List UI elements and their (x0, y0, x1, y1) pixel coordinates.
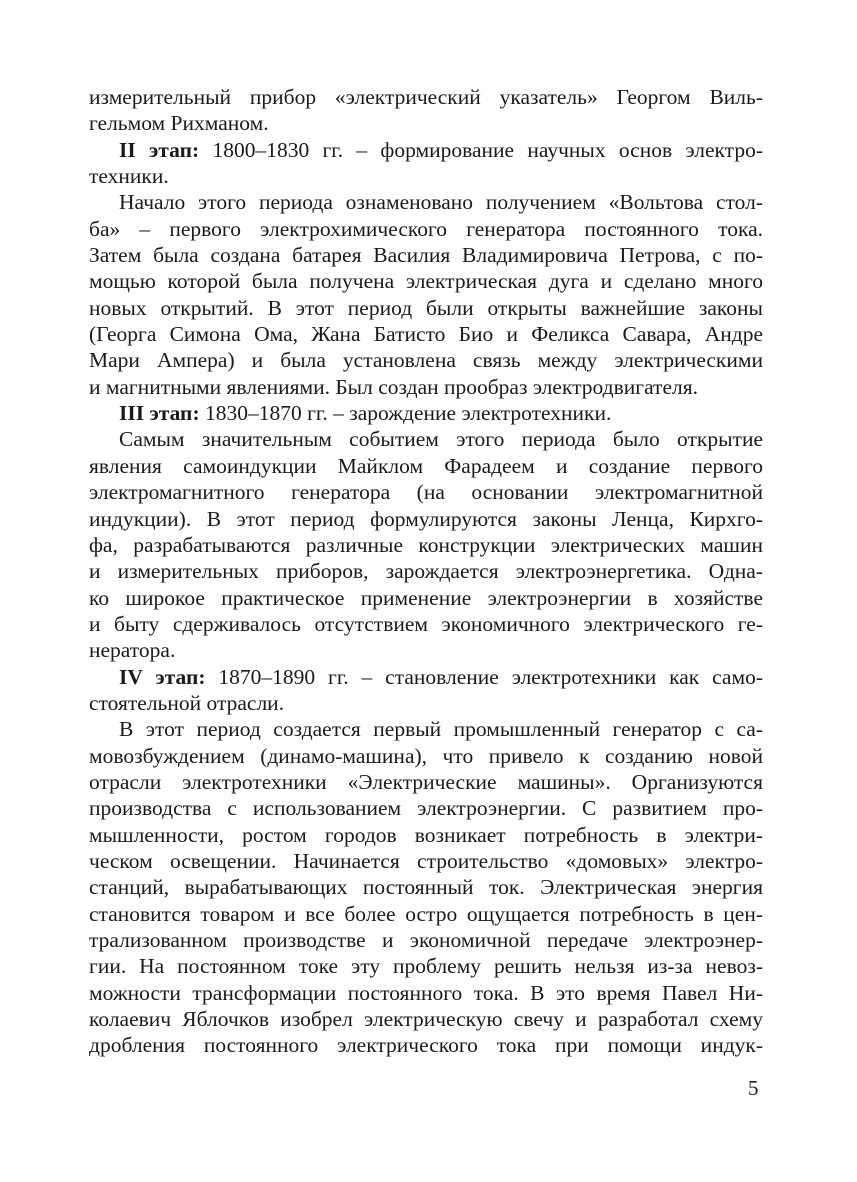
line-text: 1800–1830 гг. – формирование научных основ электро- (199, 137, 763, 162)
text-line (89, 1032, 763, 1058)
line-text: ческом освещении. Начинается строительство «домовых» электро- (89, 848, 763, 873)
text-line (89, 664, 763, 690)
text-line (89, 242, 763, 268)
line-text: гии. На постоянном токе эту проблему решить нельзя из-за невоз- (89, 954, 763, 979)
line-text: Начало этого периода ознаменовано получением «Вольтова стол- (119, 190, 763, 215)
line-text: производства с использованием электроэнергии. С развитием про- (89, 796, 763, 821)
text-line (89, 163, 763, 189)
line-text: Мари Ампера) и была установлена связь между электрическими (89, 348, 763, 373)
stage-label: IV этап: (119, 664, 206, 689)
line-text: гельмом Рихманом. (89, 111, 269, 136)
line-text: отрасли электротехники «Электрические машины». Организуются (89, 769, 763, 794)
stage-label: III этап: (119, 401, 200, 426)
text-line (89, 716, 763, 742)
document-page (89, 84, 763, 1059)
line-text: Самым значительным событием этого периода было открытие (119, 427, 763, 452)
text-line (89, 374, 763, 400)
text-line (89, 453, 763, 479)
text-line (89, 901, 763, 927)
line-text: стоятельной отрасли. (89, 690, 285, 715)
line-text: колаевич Яблочков изобрел электрическую свечу и разработал схему (89, 1007, 763, 1032)
line-text: и быту сдерживалось отсутствием экономичного электрического ге- (89, 611, 763, 636)
line-text: измерительный прибор «электрический указатель» Георгом Виль- (89, 85, 763, 109)
line-text: можности трансформации постоянного тока. В это время Павел Ни- (89, 980, 763, 1005)
text-line (89, 400, 763, 426)
line-text: ко широкое практическое применение электроэнергии в хозяйстве (89, 585, 763, 610)
text-line (89, 743, 763, 769)
text-line (89, 137, 763, 163)
text-line (89, 637, 763, 663)
text-line (89, 84, 763, 110)
line-text: техники. (89, 164, 169, 189)
text-line (89, 558, 763, 584)
text-line (89, 769, 763, 795)
text-line (89, 822, 763, 848)
text-line (89, 110, 763, 136)
text-line (89, 506, 763, 532)
text-line (89, 189, 763, 215)
line-text: индукции). В этот период формулируются законы Ленца, Кирхго- (89, 506, 763, 531)
line-text: дробления постоянного электрического тока при помощи индук- (89, 1033, 763, 1058)
stage-label: II этап: (119, 137, 200, 162)
text-line (89, 585, 763, 611)
line-text: Затем была создана батарея Василия Владимировича Петрова, с по- (89, 243, 763, 268)
line-text: и измерительных приборов, зарождается электроэнергетика. Одна- (89, 559, 763, 584)
line-text: фа, разрабатываются различные конструкции электрических машин (89, 532, 763, 557)
text-line (89, 874, 763, 900)
line-text: и магнитными явлениями. Был создан прообраз электродвигателя. (89, 374, 698, 399)
line-text: электромагнитного генератора (на основании электромагнитной (89, 480, 763, 505)
line-text: ба» – первого электрохимического генератора постоянного тока. (89, 216, 763, 241)
line-text: станций, вырабатывающих постоянный ток. Электрическая энергия (89, 875, 763, 900)
line-text: 1830–1870 гг. – зарождение электротехники. (199, 401, 612, 426)
line-text: трализованном производстве и экономичной передаче электроэнер- (89, 928, 763, 952)
text-line (89, 927, 763, 953)
text-line (89, 216, 763, 242)
text-line (89, 479, 763, 505)
line-text: (Георга Симона Ома, Жана Батисто Био и Феликса Савара, Андре (89, 322, 763, 347)
text-line (89, 611, 763, 637)
text-line (89, 953, 763, 979)
text-line (89, 1006, 763, 1032)
text-line (89, 295, 763, 321)
line-text: мышленности, ростом городов возникает потребность в электри- (89, 822, 763, 847)
line-text: 1870–1890 гг. – становление электротехники как само- (205, 664, 763, 689)
text-line (89, 980, 763, 1006)
line-text: нератора. (89, 638, 176, 663)
text-line (89, 848, 763, 874)
text-line (89, 347, 763, 373)
text-line (89, 426, 763, 452)
line-text: В этот период создается первый промышленный генератор с са- (119, 717, 763, 742)
text-line (89, 532, 763, 558)
text-line (89, 795, 763, 821)
line-text: становится товаром и все более остро ощущается потребность в цен- (89, 901, 763, 926)
text-line (89, 321, 763, 347)
line-text: мовозбуждением (динамо-машина), что привело к созданию новой (89, 743, 763, 768)
text-line (89, 690, 763, 716)
page-number: 5 (748, 1076, 759, 1100)
line-text: новых открытий. В этот период были открыты важнейшие законы (89, 295, 763, 320)
line-text: мощью которой была получена электрическая дуга и сделано много (89, 269, 763, 294)
text-line (89, 268, 763, 294)
line-text: явления самоиндукции Майклом Фарадеем и создание первого (89, 453, 763, 478)
